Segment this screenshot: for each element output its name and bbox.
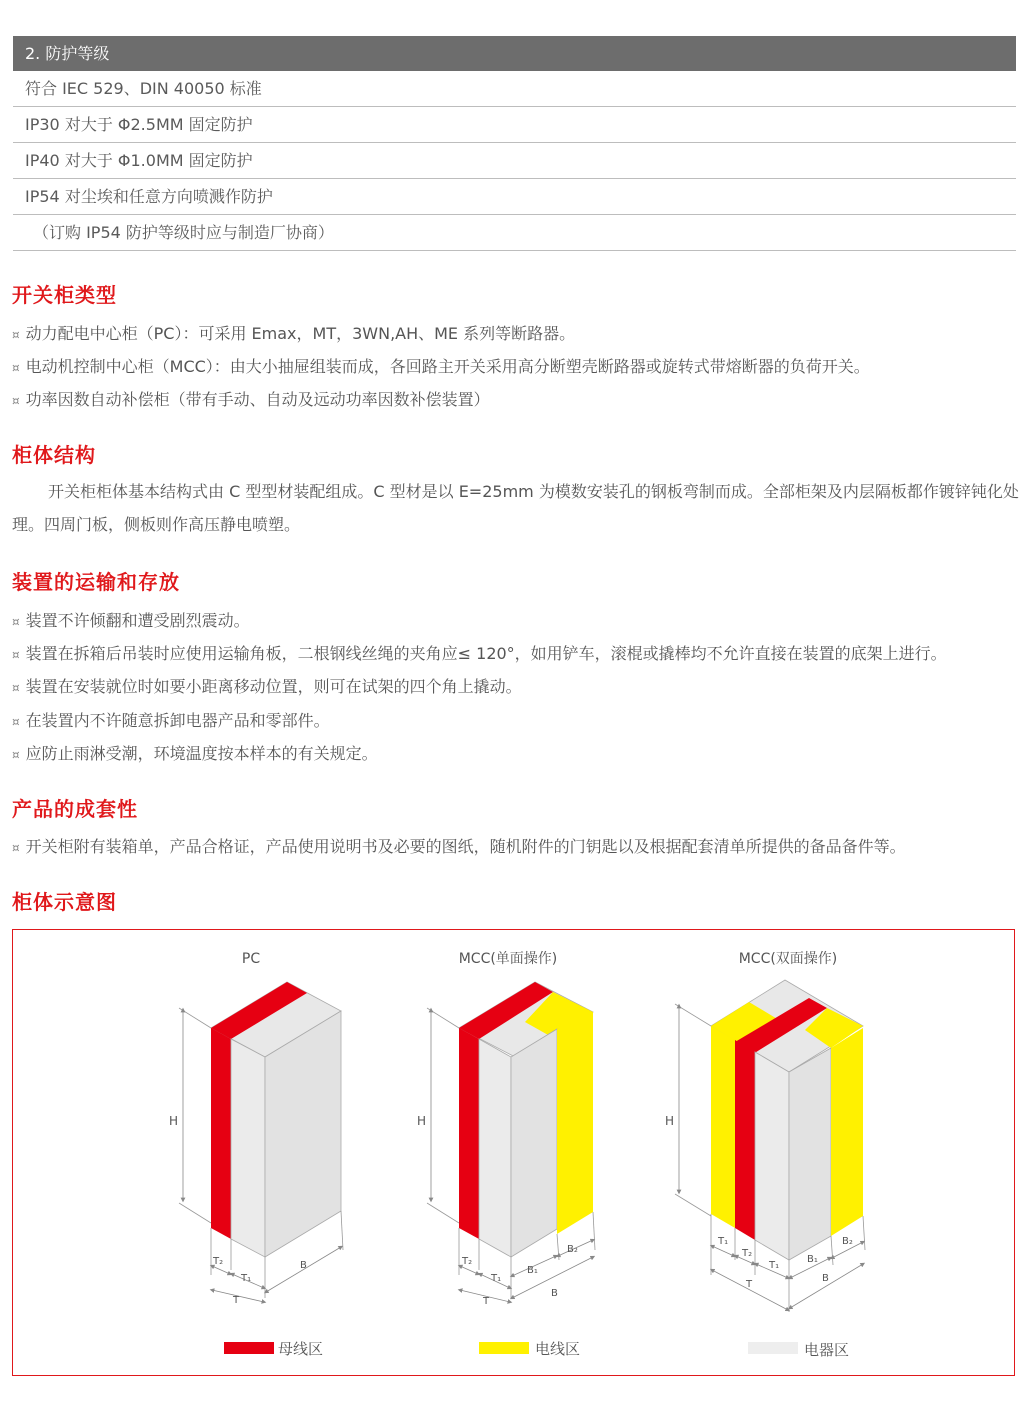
list-item-text: 电动机控制中心柜（MCC）：由大小抽屉组装而成，各回路主开关采用高分断塑壳断路器或旋转式带熔断器的负荷开关。: [25, 357, 870, 376]
cabinet-label: PC: [241, 951, 261, 967]
dim-label: T: [483, 1296, 490, 1307]
list-item-text: 动力配电中心柜（PC）：可采用 Emax，MT，3WN,AH、ME 系列等断路器。: [25, 324, 576, 343]
dim-label: T: [746, 1279, 753, 1290]
list-item: [12, 321, 575, 344]
protection-row: IP40 对大于 Φ1.0MM 固定防护: [13, 143, 1016, 179]
list-item-text: 装置在拆箱后吊装时应使用运输角板，二根钢线丝绳的夹角应≤ 120°，如用铲车，滚棍或撬棒均不允许直接在装置的底架上进行。: [25, 644, 947, 663]
protection-row: 符合 IEC 529、DIN 40050 标准: [13, 71, 1016, 107]
structure-paragraph: 开关柜柜体基本结构式由 C 型型材装配组成。C 型材是以 E=25mm 为模数安装孔的钢板弯制而成。全部柜架及内层隔板都作镀锌钝化处理。四周门板，侧板则作高压静电喷塑。: [12, 482, 1019, 534]
dim-label: T₁: [491, 1273, 502, 1284]
protection-row: IP30 对大于 Φ2.5MM 固定防护: [13, 107, 1016, 143]
bullet-icon: ¤: [12, 394, 20, 408]
bullet-icon: ¤: [12, 328, 20, 342]
list-item: [12, 674, 522, 697]
protection-table: [13, 36, 1016, 251]
cabinet-label: MCC(双面操作): [738, 951, 838, 967]
bullet-icon: ¤: [12, 361, 20, 375]
list-item-text: 开关柜附有装箱单，产品合格证，产品使用说明书及必要的图纸，随机附件的门钥匙以及根据配套清单所提供的备品备件等。: [25, 837, 906, 856]
legend-swatch-busbar: [224, 1342, 274, 1354]
list-item: [12, 708, 330, 731]
dim-label: H: [665, 1114, 675, 1128]
dim-label: B₂: [842, 1236, 853, 1247]
protection-row: （订购 IP54 防护等级时应与制造厂协商）: [13, 215, 1016, 251]
cabinet-diagram: [12, 929, 1015, 1376]
dim-label: B: [300, 1260, 307, 1271]
list-item-text: 装置不许倾翻和遭受剧烈震动。: [25, 611, 250, 630]
section-title-types: 开关柜类型: [12, 283, 117, 307]
list-item: [12, 834, 906, 857]
legend-swatch-cable: [479, 1342, 529, 1354]
legend-label: 电线区: [535, 1340, 581, 1358]
dim-label: T₂: [742, 1248, 753, 1259]
section-title-structure: 柜体结构: [12, 443, 96, 467]
list-item-text: 功率因数自动补偿柜（带有手动、自动及远动功率因数补偿装置）: [25, 390, 490, 409]
bullet-icon: ¤: [12, 748, 20, 762]
protection-header: 2. 防护等级: [13, 36, 1016, 71]
list-item: [12, 608, 250, 631]
section-title-transport: 装置的运输和存放: [12, 570, 180, 594]
cabinet-mcc-double: [665, 950, 865, 1312]
dim-label: T₂: [462, 1256, 473, 1267]
dim-label: B: [551, 1288, 558, 1299]
dim-label: T₁: [718, 1236, 729, 1247]
list-item: [12, 354, 870, 377]
dim-label: B: [822, 1273, 829, 1284]
list-item: [12, 387, 490, 410]
bullet-icon: ¤: [12, 648, 20, 662]
cabinet-pc: [169, 951, 343, 1306]
dim-label: T₁: [769, 1260, 780, 1271]
dim-label: B₁: [527, 1265, 538, 1276]
dim-label: T: [233, 1295, 240, 1306]
cabinet-diagram-svg: [13, 930, 1016, 1377]
list-item: [12, 641, 947, 664]
section-title-diagram: 柜体示意图: [12, 890, 117, 914]
legend-label: 母线区: [278, 1340, 324, 1358]
dim-label: H: [417, 1114, 427, 1128]
list-item-text: 装置在安装就位时如要小距离移动位置，则可在试架的四个角上撬动。: [25, 677, 522, 696]
legend-label: 电器区: [804, 1341, 850, 1359]
bullet-icon: ¤: [12, 841, 20, 855]
bullet-icon: ¤: [12, 715, 20, 729]
bullet-icon: ¤: [12, 681, 20, 695]
dim-label: B₂: [567, 1244, 578, 1255]
bullet-icon: ¤: [12, 615, 20, 629]
section-title-completeness: 产品的成套性: [12, 797, 138, 821]
dim-label: T₂: [213, 1256, 224, 1267]
diagram-legend: [224, 1340, 849, 1359]
protection-row: IP54 对尘埃和任意方向喷溅作防护: [13, 179, 1016, 215]
list-item: [12, 741, 378, 764]
cabinet-label: MCC(单面操作): [458, 951, 558, 967]
dim-label: T₁: [241, 1273, 252, 1284]
dim-label: H: [169, 1114, 179, 1128]
list-item-text: 在装置内不许随意拆卸电器产品和零部件。: [25, 711, 330, 730]
list-item-text: 应防止雨淋受潮，环境温度按本样本的有关规定。: [25, 744, 378, 763]
legend-swatch-device: [748, 1342, 798, 1354]
cabinet-mcc-single: [417, 950, 595, 1307]
dim-label: B₁: [807, 1254, 818, 1265]
